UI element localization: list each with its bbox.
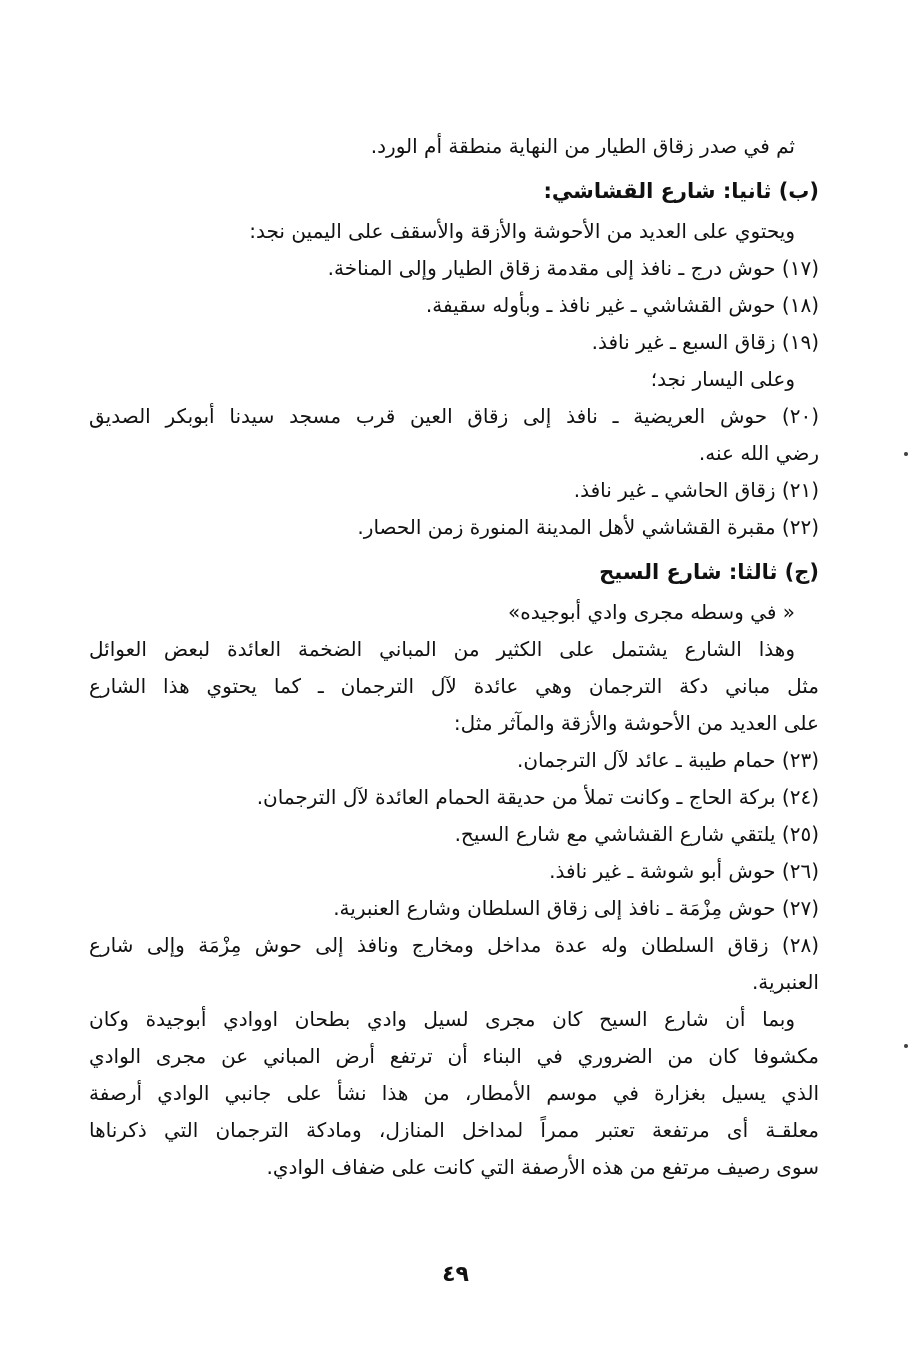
text-line: مثل مباني دكة الترجمان وهي عائدة لآل الترجمان ـ كما يحتوي هذا الشارع [89,674,819,698]
text-line: وبما أن شارع السيح كان مجرى لسيل وادي بطحان اووادي أبوجيدة وكان [89,1007,795,1031]
heading-title: شارع القشاشي: [543,179,716,203]
list-item: (٢٠) حوش العريضية ـ نافذ إلى زقاق العين قرب مسجد سيدنا أبوبكر الصديق [89,404,819,428]
list-item: (٢٤) بركة الحاج ـ وكانت تملأ من حديقة الحمام العائدة لآل الترجمان. [256,785,819,809]
heading-prefix: (ب) ثانيا: [722,179,819,203]
section-heading-b [89,169,819,213]
list-item: (٢٨) زقاق السلطان وله عدة مداخل ومخارج ونافذ إلى حوش مِزْمَة وإلى شارع [89,933,819,957]
list-item: (١٩) زقاق السبع ـ غير نافذ. [591,330,819,354]
text-line: ثم في صدر زقاق الطيار من النهاية منطقة أم الورد. [370,134,795,158]
text-line: رضي الله عنه. [698,441,819,465]
text-line: وهذا الشارع يشتمل على الكثير من المباني الضخمة العائدة لبعض العوائل [89,637,795,661]
text-line: على العديد من الأحوشة والأزقة والمآثر مثل: [453,711,819,735]
text-line: العنبرية. [751,970,819,994]
list-item: (١٧) حوش درج ـ نافذ إلى مقدمة زقاق الطيار وإلى المناخة. [327,256,819,280]
text-line: معلقـة أى مرتفعة تعتبر ممراً لمداخل المنازل، ومادكة الترجمان التي ذكرناها [89,1118,819,1142]
text-line: ويحتوي على العديد من الأحوشة والأزقة والأسقف على اليمين نجد: [249,219,795,243]
list-item: (٢٥) يلتقي شارع القشاشي مع شارع السيح. [454,822,819,846]
heading-title: شارع السيح [599,560,722,584]
list-item: (٢١) زقاق الحاشي ـ غير نافذ. [573,478,819,502]
text-line: سوى رصيف مرتفع من هذه الأرصفة التي كانت على ضفاف الوادي. [266,1155,819,1179]
text-line: الذي يسيل بغزارة في موسم الأمطار، من هذا نشأ على جانبي الوادي أرصفة [89,1081,819,1105]
section-heading-c [89,550,819,594]
list-item: (٢٢) مقبرة القشاشي لأهل المدينة المنورة زمن الحصار. [357,515,819,539]
list-item: (٢٣) حمام طيبة ـ عائد لآل الترجمان. [516,748,819,772]
list-item: (٢٧) حوش مِزْمَة ـ نافذ إلى زقاق السلطان وشارع العنبرية. [333,896,819,920]
list-item: (١٨) حوش القشاشي ـ غير نافذ ـ وبأوله سقيفة. [425,293,819,317]
heading-prefix: (ج) ثالثا: [728,560,819,584]
text-line: « في وسطه مجرى وادي أبوجيده» [508,600,795,624]
margin-mark [904,452,908,456]
margin-mark [904,1044,908,1048]
page-body [89,128,819,1186]
text-line: مكشوفا كان من الضروري في البناء أن ترتفع أرض المباني عن مجرى الوادي [89,1044,819,1068]
text-line: وعلى اليسار نجد؛ [650,367,795,391]
page-number: ٤٩ [442,1262,469,1287]
list-item: (٢٦) حوش أبو شوشة ـ غير نافذ. [549,859,819,883]
